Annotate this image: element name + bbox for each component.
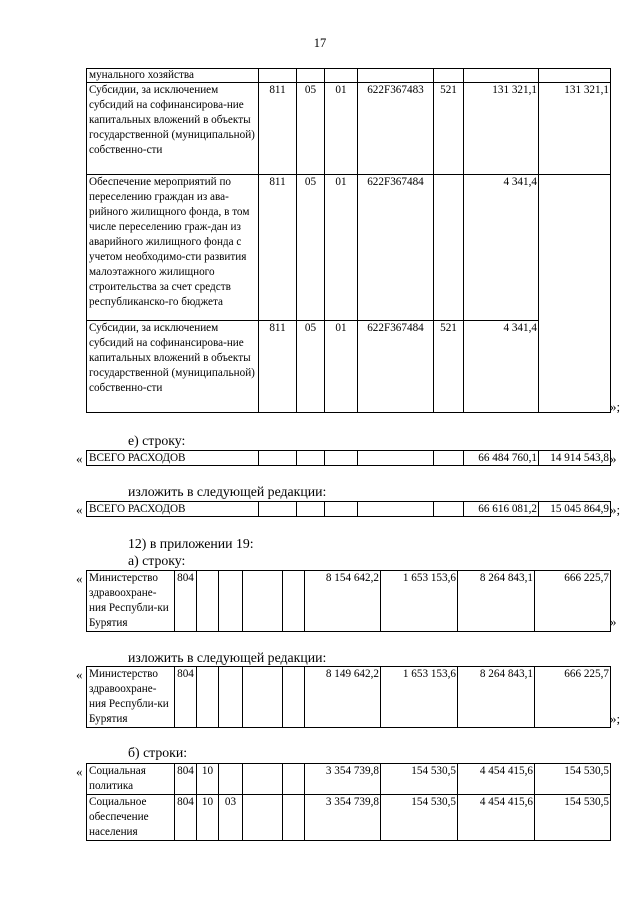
budget-table-continued	[86, 68, 611, 413]
section-code: 10	[197, 795, 219, 841]
section-b-heading: б) строки:	[128, 745, 188, 760]
ministry-code: 804	[175, 795, 197, 841]
open-quote: «	[76, 764, 83, 779]
section-12-heading: 12) в приложении 19:	[128, 536, 254, 551]
section-e-heading: е) строку:	[128, 433, 186, 448]
type-code	[434, 175, 464, 321]
close-quote: »	[610, 614, 617, 629]
row-name: мунального хозяйства	[87, 69, 259, 83]
row-name: Социальная политика	[87, 764, 175, 795]
row-name: Субсидии, за исключением субсидий на софинансирова-ние капитальных вложений в объекты государственной (муниципальной) собственно-сти	[87, 83, 259, 175]
section-a-new-heading: изложить в следующей редакции:	[128, 650, 327, 665]
close-quote: »;	[610, 502, 621, 517]
subsection-code	[219, 764, 243, 795]
open-quote: «	[76, 502, 83, 517]
table-row	[87, 795, 611, 841]
section-code: 05	[297, 321, 325, 413]
amount-1: 3 354 739,8	[305, 795, 381, 841]
social-policy-table	[86, 763, 611, 841]
table-row	[87, 571, 611, 632]
amount-2: 15 045 864,9	[539, 502, 611, 517]
close-quote: »;	[610, 711, 621, 726]
section-code: 05	[297, 83, 325, 175]
ministry-code: 804	[175, 571, 197, 632]
page-number: 17	[313, 36, 327, 50]
amount-2: 1 653 153,6	[381, 571, 458, 632]
row-name: Министерство здравоохране-ния Республи-ки Бурятия	[87, 571, 175, 632]
table-row	[87, 667, 611, 728]
ministry-code: 811	[259, 175, 297, 321]
section-code: 05	[297, 175, 325, 321]
ministry-table-old	[86, 570, 611, 632]
table-row	[87, 764, 611, 795]
ministry-table-new	[86, 666, 611, 728]
amount-1: 4 341,4	[464, 175, 539, 321]
row-name: Субсидии, за исключением субсидий на софинансирова-ние капитальных вложений в объекты государственной (муниципальной) собственно-сти	[87, 321, 259, 413]
amount-2	[539, 321, 611, 413]
amount-4: 666 225,7	[535, 571, 611, 632]
row-name: ВСЕГО РАСХОДОВ	[87, 451, 259, 466]
amount-1: 66 484 760,1	[464, 451, 539, 466]
total-row-table-new	[86, 501, 611, 517]
row-name: Социальное обеспечение населения	[87, 795, 175, 841]
amount-1: 131 321,1	[464, 83, 539, 175]
subsection-code: 01	[325, 83, 358, 175]
subsection-code: 01	[325, 175, 358, 321]
table-row	[87, 451, 611, 466]
ministry-code: 811	[259, 83, 297, 175]
section-e-new-heading: изложить в следующей редакции:	[128, 484, 327, 499]
amount-3: 8 264 843,1	[458, 667, 535, 728]
open-quote: «	[76, 451, 83, 466]
table-row	[87, 321, 611, 413]
ministry-code: 804	[175, 764, 197, 795]
table-row	[87, 83, 611, 175]
section-a-heading: а) строку:	[128, 553, 186, 568]
total-row-table-old	[86, 450, 611, 466]
close-quote: »	[610, 451, 617, 466]
amount-2: 154 530,5	[381, 764, 458, 795]
row-name: ВСЕГО РАСХОДОВ	[87, 502, 259, 517]
table-row	[87, 502, 611, 517]
open-quote: «	[76, 667, 83, 682]
amount-2: 154 530,5	[381, 795, 458, 841]
open-quote: «	[76, 571, 83, 586]
amount-2	[539, 175, 611, 321]
amount-2: 1 653 153,6	[381, 667, 458, 728]
amount-1: 8 154 642,2	[305, 571, 381, 632]
ministry-code: 811	[259, 321, 297, 413]
amount-4: 666 225,7	[535, 667, 611, 728]
row-name: Министерство здравоохране-ния Республи-ки Бурятия	[87, 667, 175, 728]
type-code: 521	[434, 321, 464, 413]
type-code: 521	[434, 83, 464, 175]
target-code: 622F367483	[358, 83, 434, 175]
table-row	[87, 69, 611, 83]
target-code: 622F367484	[358, 175, 434, 321]
amount-3: 8 264 843,1	[458, 571, 535, 632]
section-code: 10	[197, 764, 219, 795]
subsection-code: 03	[219, 795, 243, 841]
amount-3: 4 454 415,6	[458, 795, 535, 841]
table-row	[87, 175, 611, 321]
amount-1: 4 341,4	[464, 321, 539, 413]
subsection-code: 01	[325, 321, 358, 413]
amount-1: 3 354 739,8	[305, 764, 381, 795]
amount-2: 14 914 543,8	[539, 451, 611, 466]
target-code: 622F367484	[358, 321, 434, 413]
amount-1: 66 616 081,2	[464, 502, 539, 517]
amount-1: 8 149 642,2	[305, 667, 381, 728]
ministry-code: 804	[175, 667, 197, 728]
amount-3: 4 454 415,6	[458, 764, 535, 795]
amount-4: 154 530,5	[535, 795, 611, 841]
amount-2: 131 321,1	[539, 83, 611, 175]
row-name: Обеспечение мероприятий по переселению граждан из ава-рийного жилищного фонда, в том числе переселению граж-дан из аварийного жилищного фонда с учетом необходимо-сти развития малоэтажного жилищного строительства за счет средств республиканско-го бюджета	[87, 175, 259, 321]
amount-4: 154 530,5	[535, 764, 611, 795]
close-quote: »;	[610, 399, 621, 414]
